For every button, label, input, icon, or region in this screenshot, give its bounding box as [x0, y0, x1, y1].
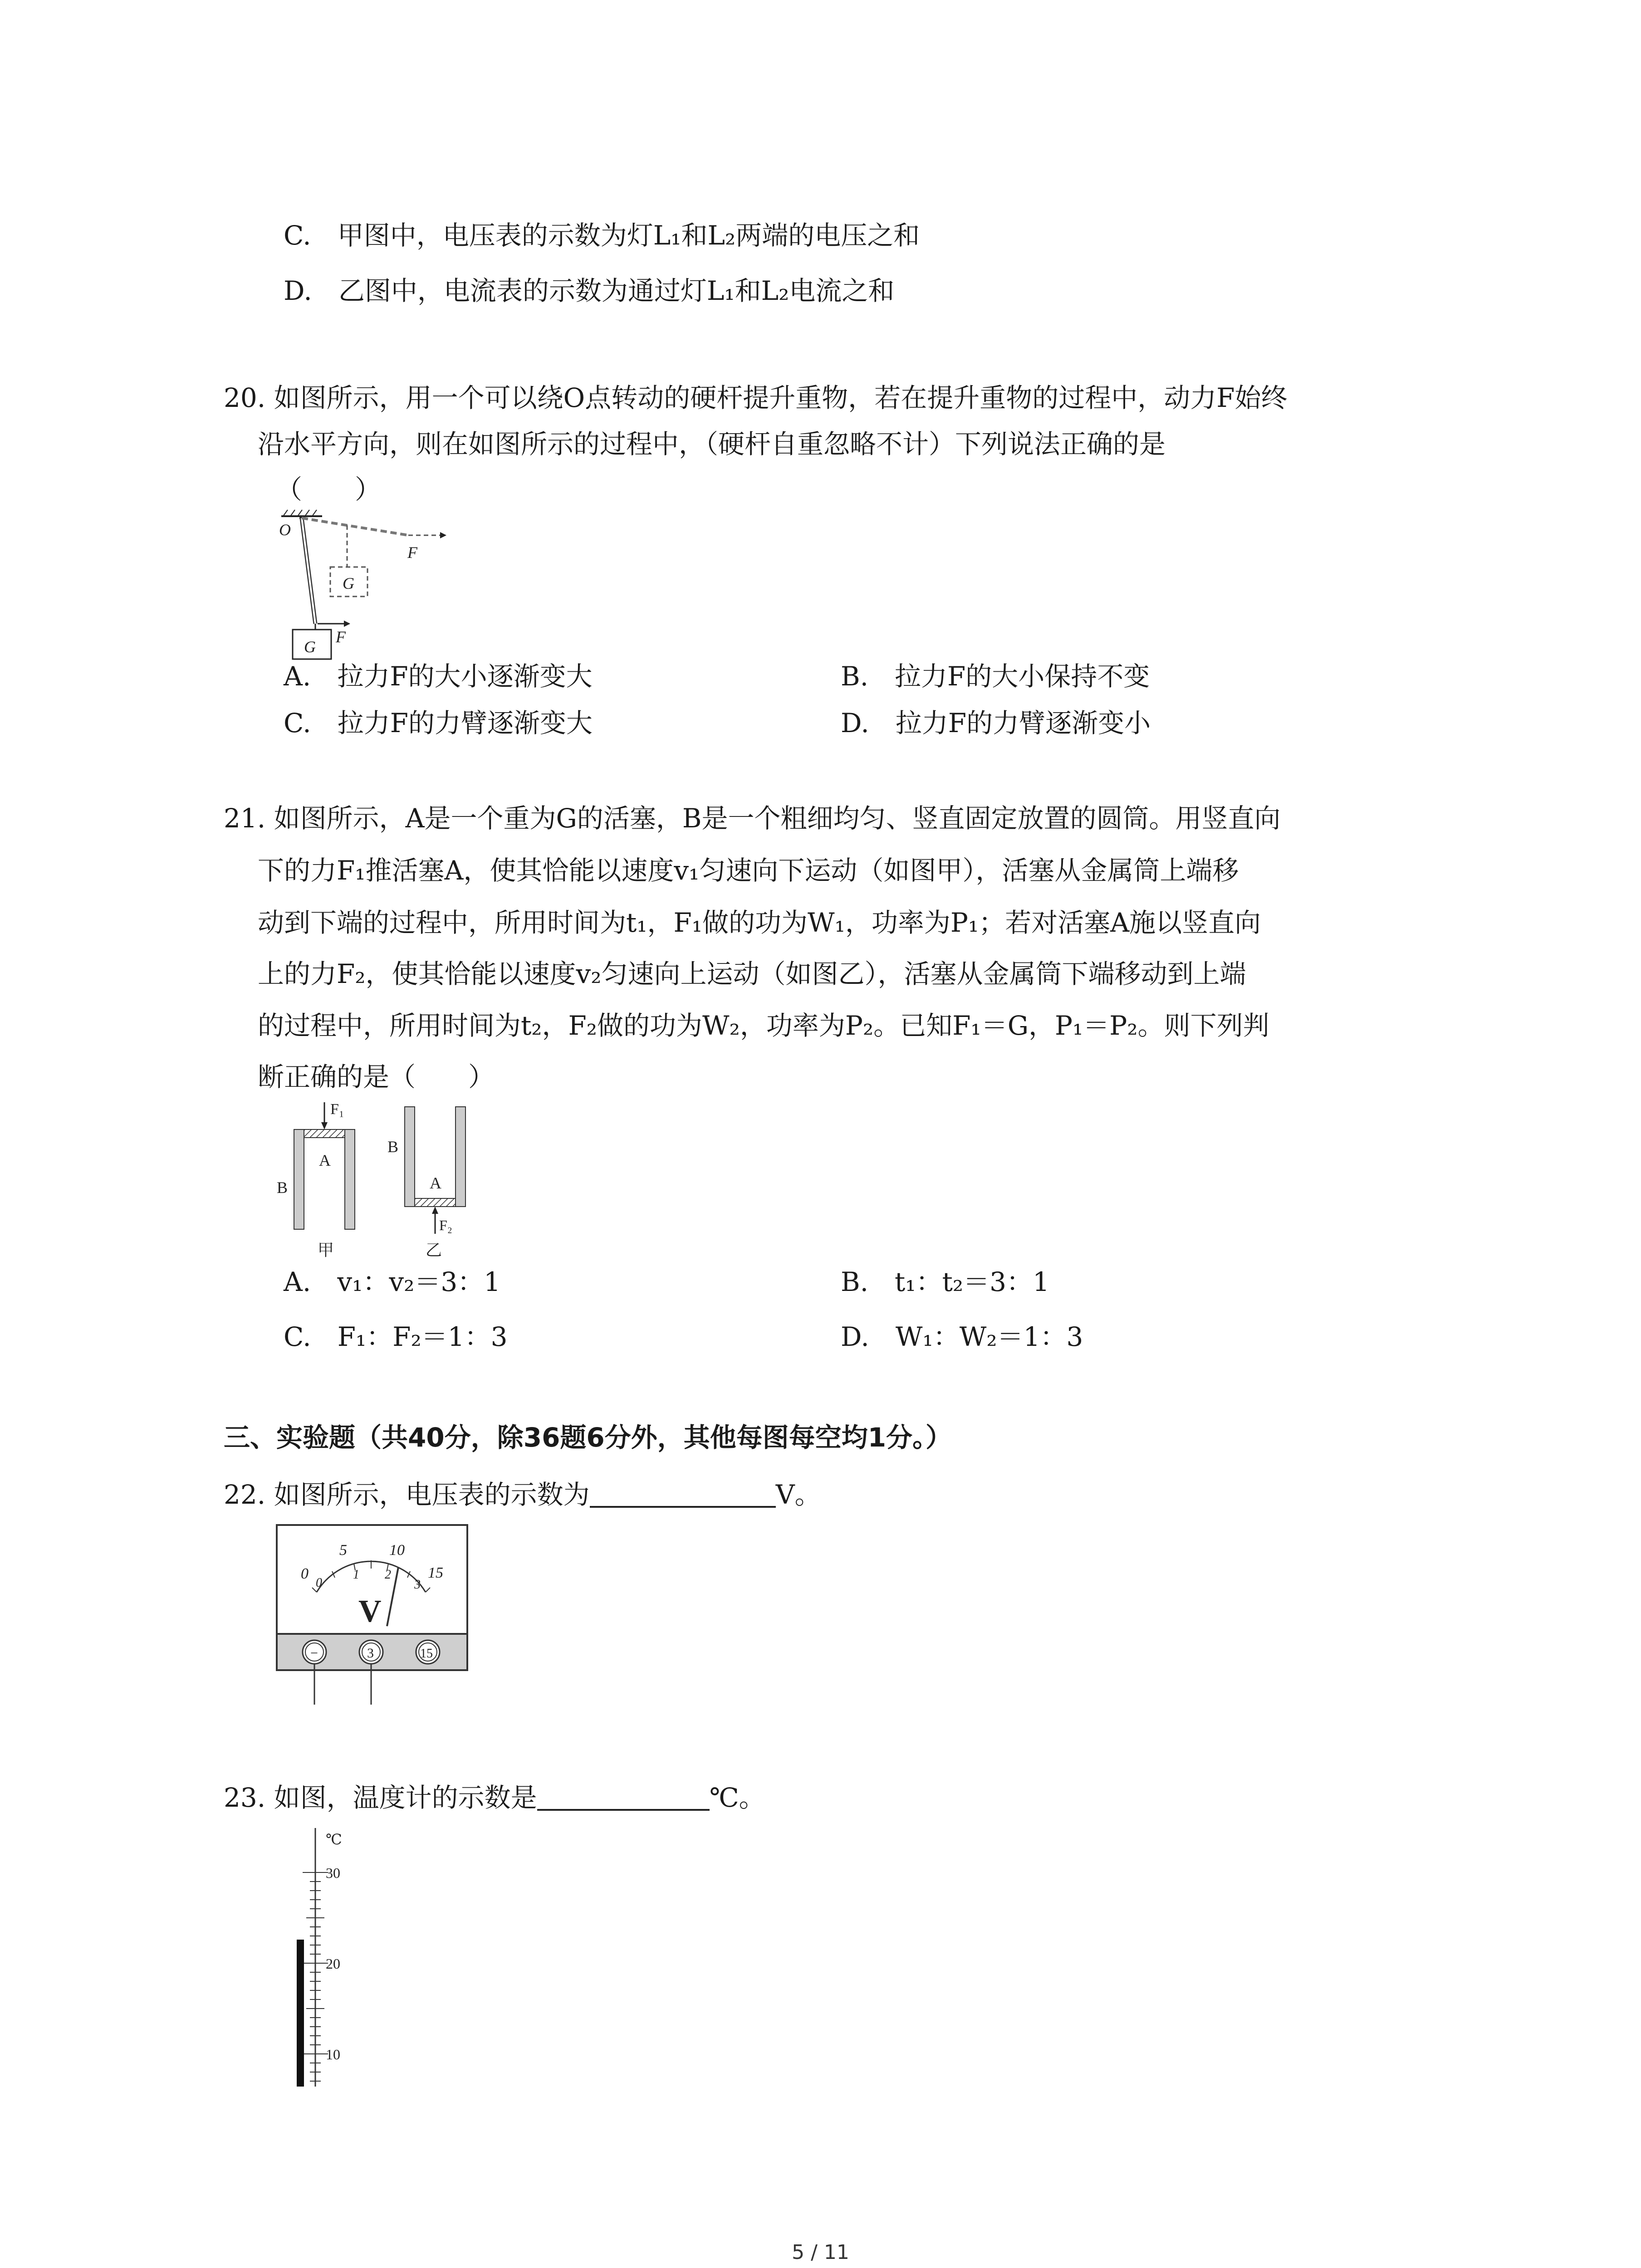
q21-option-a[interactable]: A. v₁：v₂＝3：1 [284, 1266, 501, 1297]
q21-option-d[interactable]: D. W₁：W₂＝1：3 [841, 1321, 1083, 1352]
meter-small-1: 1 [353, 1568, 359, 1582]
q23-answer-blank[interactable] [537, 1783, 710, 1811]
meter-big-5: 5 [339, 1542, 347, 1559]
meter-small-3: 3 [414, 1578, 421, 1592]
q20-lever-figure [272, 508, 463, 662]
q20-answer-paren: （ ） [276, 474, 382, 505]
q23-text [224, 1783, 765, 1811]
voltmeter-figure [276, 1524, 469, 1706]
terminal-3: 3 [367, 1646, 374, 1661]
q20-option-d[interactable]: D. 拉力F的力臂逐渐变小 [841, 708, 1151, 738]
meter-big-15: 15 [428, 1564, 443, 1581]
q22-text [224, 1480, 821, 1508]
q21-fig-a2: A [430, 1174, 441, 1192]
q21-fig-b2: B [387, 1138, 399, 1156]
q21-fig-cap1: 甲 [318, 1241, 334, 1259]
q21-option-c[interactable]: C. F₁：F₂＝1：3 [284, 1321, 508, 1352]
meter-symbol: V [358, 1594, 382, 1629]
q21-line5: 的过程中，所用时间为t₂，F₂做的功为W₂，功率为P₂。已知F₁＝G，P₁＝P₂。则下列判 [258, 1010, 1269, 1041]
option-d-prev: D. 乙图中，电流表的示数为通过灯L₁和L₂电流之和 [284, 275, 895, 306]
q20-option-b[interactable]: B. 拉力F的大小保持不变 [841, 661, 1150, 692]
q20-line2: 沿水平方向，则在如图所示的过程中，（硬杆自重忽略不计）下列说法正确的是 [258, 429, 1166, 459]
q22-prompt: 22. 如图所示，电压表的示数为 [224, 1479, 590, 1510]
page-number: 5 / 11 [792, 2241, 849, 2264]
q23-unit: ℃。 [709, 1782, 765, 1813]
q21-fig-b1: B [277, 1178, 288, 1197]
thermo-mercury-column [297, 1940, 304, 2087]
meter-big-10: 10 [389, 1542, 405, 1559]
terminal-15: 15 [420, 1647, 433, 1661]
q20-fig-g1: G [304, 638, 316, 656]
q20-line1: 20. 如图所示，用一个可以绕O点转动的硬杆提升重物，若在提升重物的过程中，动力F始终 [224, 382, 1288, 413]
q20-fig-o: O [279, 521, 291, 539]
q21-fig-f2: F₂ [439, 1217, 452, 1233]
q21-fig-cap2: 乙 [426, 1241, 442, 1259]
meter-small-2: 2 [385, 1568, 391, 1582]
q23-prompt: 23. 如图，温度计的示数是 [224, 1782, 537, 1813]
q21-fig-f1: F₁ [330, 1101, 344, 1118]
q21-fig-a1: A [319, 1151, 331, 1169]
q20-fig-g2: G [343, 574, 354, 592]
q20-fig-f1: F [407, 543, 417, 562]
q21-line4: 上的力F₂，使其恰能以速度v₂匀速向上运动（如图乙），活塞从金属筒下端移动到上端 [258, 958, 1246, 989]
thermo-unit: ℃ [326, 1831, 342, 1848]
thermo-label-20: 20 [326, 1955, 340, 1972]
q20-option-c[interactable]: C. 拉力F的力臂逐渐变大 [284, 708, 593, 738]
q20-fig-f2: F [336, 628, 346, 646]
q21-line2: 下的力F₁推活塞A，使其恰能以速度v₁匀速向下运动（如图甲），活塞从金属筒上端移 [258, 855, 1239, 886]
q21-piston-figure [272, 1098, 508, 1261]
thermo-label-30: 30 [326, 1865, 340, 1881]
q20-option-a[interactable]: A. 拉力F的大小逐渐变大 [284, 661, 593, 692]
meter-small-0: 0 [316, 1576, 322, 1590]
q22-unit: V。 [775, 1479, 821, 1510]
q21-line1: 21. 如图所示，A是一个重为G的活塞，B是一个粗细均匀、竖直固定放置的圆筒。用竖直向 [224, 803, 1281, 834]
section-3-heading: 三、实验题（共40分，除36题6分外，其他每图每空均1分。） [224, 1422, 952, 1453]
q22-answer-blank[interactable] [590, 1480, 776, 1508]
q21-option-b[interactable]: B. t₁：t₂＝3：1 [841, 1266, 1049, 1297]
meter-big-0: 0 [301, 1565, 309, 1582]
terminal-minus: − [310, 1646, 318, 1661]
option-c-prev: C. 甲图中，电压表的示数为灯L₁和L₂两端的电压之和 [284, 220, 920, 251]
thermometer-figure [272, 1823, 363, 2096]
thermo-label-10: 10 [326, 2046, 340, 2063]
q21-line6: 断正确的是（ ） [258, 1061, 495, 1092]
q21-line3: 动到下端的过程中，所用时间为t₁，F₁做的功为W₁，功率为P₁；若对活塞A施以竖直向 [258, 907, 1261, 938]
